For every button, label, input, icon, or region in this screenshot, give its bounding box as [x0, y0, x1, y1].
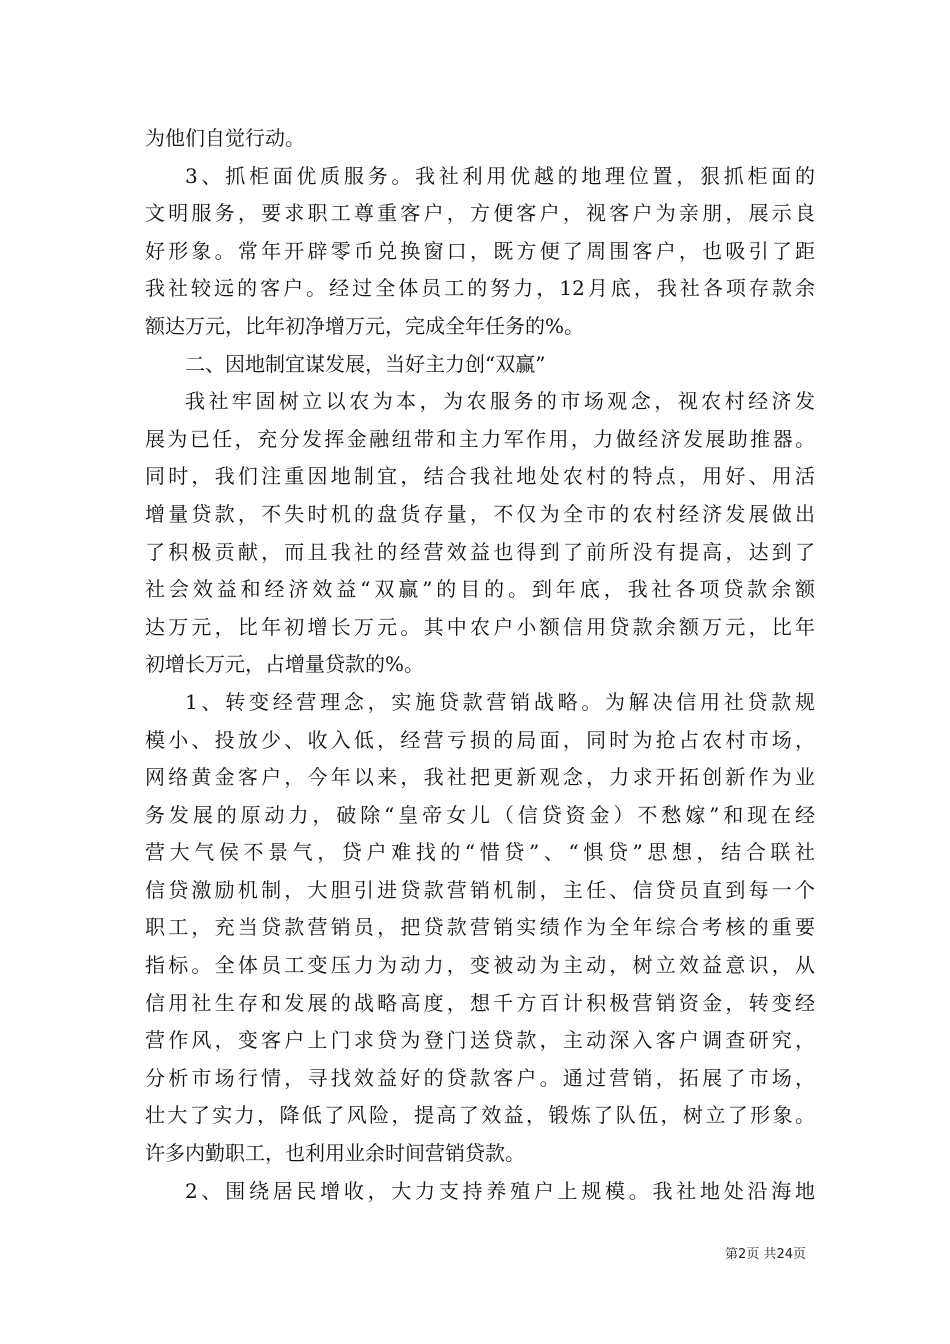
text-line: 模小、投放少、收入低，经营亏损的局面，同时为抢占农村市场，	[145, 727, 815, 752]
text-line: 我社较远的客户。经过全体员工的努力，12月底，我社各项存款余	[145, 276, 815, 301]
paragraph-start-line: 1、转变经营理念，实施贷款营销战略。为解决信用社贷款规	[185, 689, 815, 714]
footer-middle: 页 共	[746, 1247, 777, 1262]
text-line: 营作风，变客户上门求贷为登门送贷款，主动深入客户调查研究，	[145, 1028, 815, 1053]
text-line: 信用社生存和发展的战略高度，想千方百计积极营销资金，转变经	[145, 990, 815, 1015]
text-line: 达万元，比年初增长万元。其中农户小额信用贷款余额万元，比年	[145, 614, 815, 639]
text-line: 壮大了实力，降低了风险，提高了效益，锻炼了队伍，树立了形象。	[145, 1103, 815, 1128]
text-line: 了积极贡献，而且我社的经营效益也得到了前所没有提高，达到了	[145, 539, 815, 564]
footer-prefix: 第	[725, 1247, 739, 1262]
text-line: 同时，我们注重因地制宜，结合我社地处农村的特点，用好、用活	[145, 464, 815, 489]
paragraph-start-line: 3、抓柜面优质服务。我社利用优越的地理位置，狠抓柜面的	[185, 163, 815, 188]
text-line: 指标。全体员工变压力为动力，变被动为主动，树立效益意识，从	[145, 953, 815, 978]
paragraph-start-line: 我社牢固树立以农为本，为农服务的市场观念，视农村经济发	[185, 389, 815, 414]
section-heading: 二、因地制宜谋发展，当好主力创“双赢”	[185, 351, 546, 376]
text-line: 网络黄金客户，今年以来，我社把更新观念，力求开拓创新作为业	[145, 765, 815, 790]
document-body	[145, 120, 815, 1210]
text-line: 社会效益和经济效益“双赢”的目的。到年底，我社各项贷款余额	[145, 577, 815, 602]
text-line: 为他们自觉行动。	[145, 126, 305, 150]
text-line: 营大气侯不景气，贷户难找的“惜贷”、“惧贷”思想，结合联社	[145, 840, 815, 865]
text-line: 增量贷款，不失时机的盘货存量，不仅为全市的农村经济发展做出	[145, 501, 815, 526]
text-line: 信贷激励机制，大胆引进贷款营销机制，主任、信贷员直到每一个	[145, 877, 815, 902]
footer-suffix: 页	[792, 1247, 806, 1262]
text-line: 务发展的原动力，破除“皇帝女儿（信贷资金）不愁嫁”和现在经	[145, 802, 815, 827]
text-line: 许多内勤职工，也利用业余时间营销贷款。	[145, 1141, 525, 1166]
text-line: 额达万元，比年初净增万元，完成全年任务的%。	[145, 313, 585, 338]
text-line: 展为已任，充分发挥金融纽带和主力军作用，力做经济发展助推器。	[145, 426, 815, 451]
text-line: 职工，充当贷款营销员，把贷款营销实绩作为全年综合考核的重要	[145, 915, 815, 940]
text-line: 初增长万元，占增量贷款的%。	[145, 652, 425, 677]
page-footer	[725, 1246, 806, 1264]
text-line: 分析市场行情，寻找效益好的贷款客户。通过营销，拓展了市场，	[145, 1065, 815, 1090]
text-line: 好形象。常年开辟零币兑换窗口，既方便了周围客户，也吸引了距	[145, 238, 815, 263]
paragraph-start-line: 2、围绕居民增收，大力支持养殖户上规模。我社地处沿海地	[185, 1178, 815, 1203]
text-line: 文明服务，要求职工尊重客户，方便客户，视客户为亲朋，展示良	[145, 201, 815, 226]
page-total: 24	[776, 1247, 793, 1262]
page-number: 2	[738, 1247, 747, 1262]
